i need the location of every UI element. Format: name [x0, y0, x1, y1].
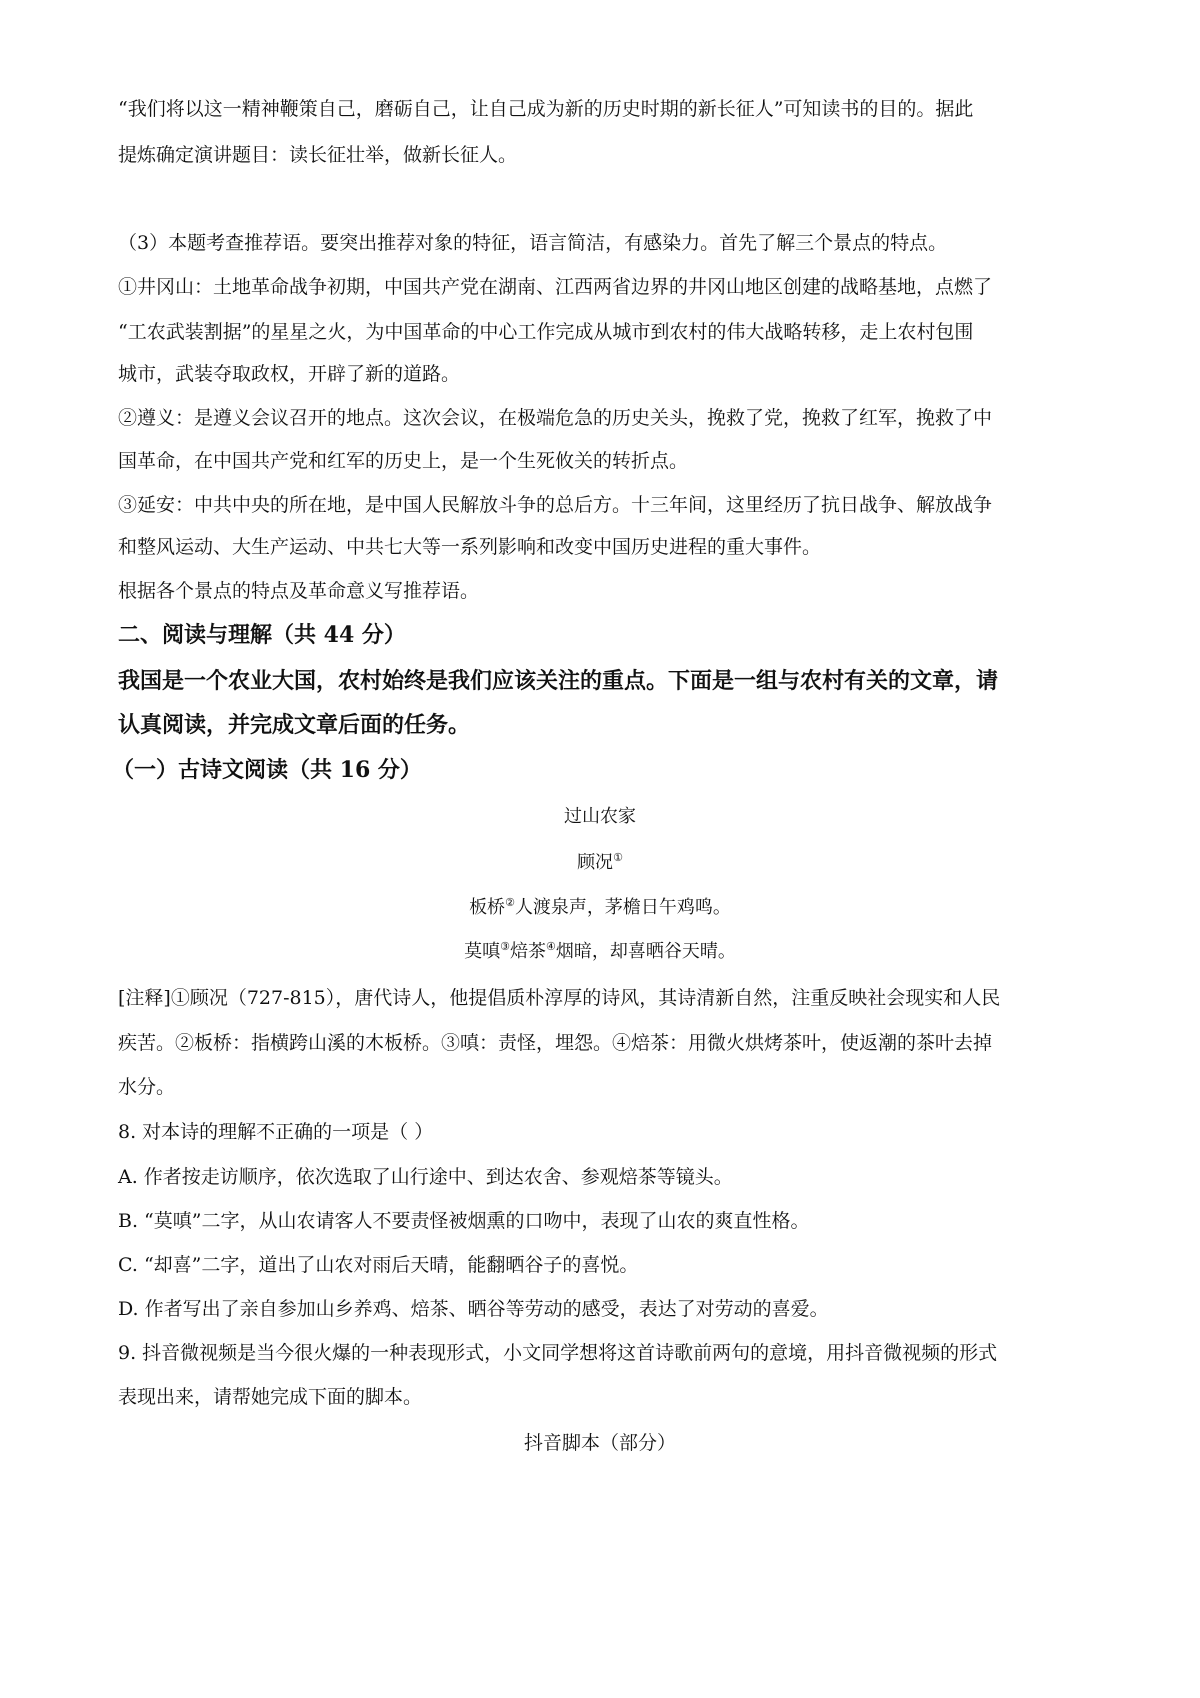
jinggangshan-line-2: “工农武装割据”的星星之火，为中国革命的中心工作完成从城市到农村的伟大战略转移，走上农村包围 [118, 321, 974, 343]
section-2-intro-line-1: 我国是一个农业大国，农村始终是我们应该关注的重点。下面是一组与农村有关的文章，请 [118, 668, 999, 694]
question-8-option-c: C. “却喜”二字，道出了山农对雨后天晴，能翻晒谷子的喜悦。 [118, 1254, 639, 1276]
question-8-option-a: A. 作者按走访顺序，依次选取了山行途中、到达农舍、参观焙茶等镜头。 [118, 1166, 733, 1188]
footnote-marker: ② [505, 896, 515, 909]
yanan-line-2: 和整风运动、大生产运动、中共七大等一系列影响和改变中国历史进程的重大事件。 [118, 536, 822, 558]
zunyi-line-2: 国革命，在中国共产党和红军的历史上，是一个生死攸关的转折点。 [118, 450, 689, 472]
intro-line-2: 提炼确定演讲题目：读长征壮举，做新长征人。 [118, 144, 518, 166]
zunyi-line-1: ②遵义：是遵义会议召开的地点。这次会议，在极端危急的历史关头，挽救了党，挽救了红军，挽救了中 [118, 407, 993, 429]
script-caption: 抖音脚本（部分） [523, 1432, 676, 1454]
footnote-marker: ④ [546, 940, 556, 953]
footnote-marker: ③ [500, 940, 510, 953]
poem-line-2: 莫嗔③焙茶④烟暗，却喜晒谷天晴。 [464, 940, 736, 962]
notes-line-2: 疾苦。②板桥：指横跨山溪的木板桥。③嗔：责怪，埋怨。④焙茶：用微火烘烤茶叶，使返潮的茶叶去掉 [118, 1032, 993, 1054]
footnote-marker: ① [613, 851, 623, 864]
q3-conclusion: 根据各个景点的特点及革命意义写推荐语。 [118, 580, 480, 602]
notes-line-1: [注释]①顾况（727-815），唐代诗人，他提倡质朴淳厚的诗风，其诗清新自然，注重反映社会现实和人民 [118, 987, 1001, 1009]
question-8-option-b: B. “莫嗔”二字，从山农请客人不要责怪被烟熏的口吻中，表现了山农的爽直性格。 [118, 1210, 810, 1232]
jinggangshan-line-3: 城市，武装夺取政权，开辟了新的道路。 [118, 363, 461, 385]
notes-line-3: 水分。 [118, 1076, 176, 1098]
poem-title: 过山农家 [564, 806, 636, 827]
poem-author: 顾况① [577, 851, 623, 873]
q3-lead: （3）本题考查推荐语。要突出推荐对象的特征，语言简洁，有感染力。首先了解三个景点的特点。 [118, 232, 948, 254]
question-8-option-d: D. 作者写出了亲自参加山乡养鸡、焙茶、晒谷等劳动的感受，表达了对劳动的喜爱。 [118, 1298, 829, 1320]
intro-line-1: “我们将以这一精神鞭策自己，磨砺自己，让自己成为新的历史时期的新长征人”可知读书的目的。据此 [118, 98, 974, 120]
section-2-title: 二、阅读与理解（共 44 分） [118, 622, 406, 648]
question-8-stem: 8. 对本诗的理解不正确的一项是（ ） [118, 1121, 434, 1143]
poem-line-1: 板桥②人渡泉声，茅檐日午鸡鸣。 [469, 896, 731, 918]
yanan-line-1: ③延安：中共中央的所在地，是中国人民解放斗争的总后方。十三年间，这里经历了抗日战争、解放战争 [118, 494, 993, 516]
subsection-1-title: （一）古诗文阅读（共 16 分） [112, 757, 422, 783]
jinggangshan-line-1: ①井冈山：土地革命战争初期，中国共产党在湖南、江西两省边界的井冈山地区创建的战略基地，点燃了 [118, 276, 993, 298]
question-9-stem-line-1: 9. 抖音微视频是当今很火爆的一种表现形式，小文同学想将这首诗歌前两句的意境，用抖音微视频的形式 [118, 1342, 998, 1364]
question-9-stem-line-2: 表现出来，请帮她完成下面的脚本。 [118, 1386, 423, 1408]
section-2-intro-line-2: 认真阅读，并完成文章后面的任务。 [118, 712, 471, 738]
